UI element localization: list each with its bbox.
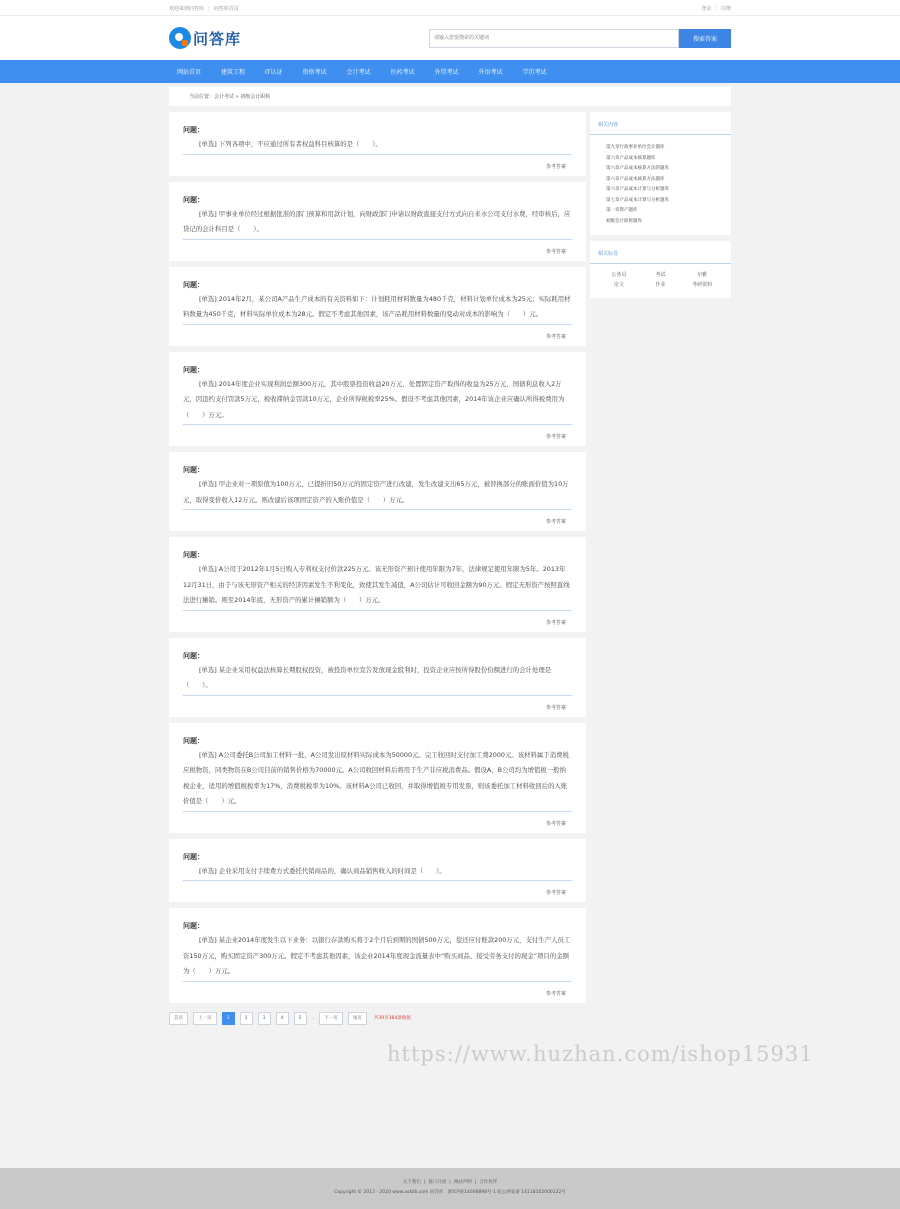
pager-page-2[interactable]: 2 [240,1012,253,1025]
related-item[interactable]: 第六章产品成本计算与分析题库 [606,185,723,196]
question-label: 问题： [183,280,204,289]
question-card [169,638,586,717]
question-label: 问题： [183,852,204,861]
question-text[interactable]: [单选] 企业采用支付手续费方式委托代销商品的，确认商品销售收入的时间是（ ）。 [183,864,572,882]
question-text[interactable]: [单选] 甲企业对一项原值为100万元、已提折旧50万元的固定资产进行改建，发生改建支出65万元，被替换部分的账面价值为10万元，取得变价收入12万元。则改建后该项固定资产的入账价值是（ ）万元。 [183,477,572,510]
related-content-title: 相关内容 [590,112,731,135]
search-input[interactable] [429,29,679,48]
tag-link[interactable]: 作业 [655,282,666,288]
nav-item-medical[interactable]: 医药考试 [390,69,415,76]
footer-copyright: Copyright © 2013 - 2020 www.asklib.com 问答库 浙ICP备14008898号-1 皖公网安备 14118102000122号 [334,1190,566,1195]
pager-prev[interactable]: 上一页 [193,1012,217,1025]
main-nav [0,60,900,83]
question-text[interactable]: [单选] A公司委托B公司加工材料一批，A公司发出原材料实际成本为50000元。完工收回时支付加工费2000元。该材料属于消费税应税物资，同类物资在B公司目前的销售价格为70000元。A公司收回材料后将用于生产非应税消费品。假设A、B公司均为增值税一般纳税企业，适用的增值税税率为17%，消费税税率为10%。该材料A公司已收回，并取得增值税专用发票，则该委托加工材料收回后的入账价值是（ ）元。 [183,748,572,812]
nav-item-accounting[interactable]: 会计考试 [346,69,371,76]
reference-answer-link[interactable]: 参考答案 [545,990,566,997]
pager-total: 共39页384条数据 [373,1016,411,1021]
nav-item-home[interactable]: 网站首页 [177,69,202,76]
related-item[interactable]: 第六章产品成本核算题库 [606,154,723,165]
pager-page-3[interactable]: 3 [258,1012,271,1025]
related-item[interactable]: 第六章产品成本核算方法的题库 [606,164,723,175]
related-tags-box [590,241,731,298]
question-card [169,723,586,833]
related-content-box [590,112,731,235]
footer-link-api[interactable]: 接口开放 [428,1180,447,1185]
nav-item-qualification[interactable]: 资格考试 [302,69,327,76]
footer-link-about[interactable]: 关于我们 [402,1180,421,1185]
pagination [169,1012,586,1025]
search-bar [429,29,731,48]
question-label: 问题： [183,195,204,204]
pager-page-5[interactable]: 5 [294,1012,307,1025]
question-card [169,839,586,903]
tag-link[interactable]: 考试 [655,272,666,278]
register-link[interactable]: 注册 [720,5,731,12]
pager-last[interactable]: 尾页 [348,1012,367,1025]
nav-item-language[interactable]: 外语考试 [478,69,503,76]
related-item[interactable]: 第一章资产题库 [606,206,723,217]
reference-answer-link[interactable]: 参考答案 [545,619,566,626]
sidebar [590,112,731,1025]
main-content [169,112,731,1025]
header [0,16,900,60]
question-label: 问题： [183,736,204,745]
tag-link[interactable]: 尔雅 [697,272,708,278]
pager-next[interactable]: 下一页 [319,1012,343,1025]
tag-link[interactable]: 公务员 [611,272,627,278]
question-card [169,537,586,632]
question-text[interactable]: [单选] 下列各项中，不应通过所有者权益科目核算的是（ ）。 [183,137,572,155]
watermark-text: https://www.huzhan.com/ishop15931 [387,1042,814,1066]
top-bar-right: 登录 | 注册 [701,5,731,12]
related-tags-title: 相关标签 [590,241,731,264]
nav-item-trade[interactable]: 外贸考试 [434,69,459,76]
question-card [169,908,586,1003]
login-link[interactable]: 登录 [701,5,712,12]
question-card [169,267,586,346]
reference-answer-link[interactable]: 参考答案 [545,820,566,827]
question-text[interactable]: [单选] 2014年2月，某公司A产品生产成本的有关资料如下：计划耗用材料数量为480千克，材料计划单位成本为25元；实际耗用材料数量为450千克，材料实际单位成本为28元。假定不考虑其他因素，该产品耗用材料数量的变动对成本的影响为（ ）元。 [183,292,572,325]
pager-page-4[interactable]: 4 [276,1012,289,1025]
question-list [169,112,586,1025]
footer-link-statement[interactable]: 网站声明 [453,1180,472,1185]
tag-link[interactable]: 考研资料 [692,282,713,288]
reference-answer-link[interactable]: 参考答案 [545,333,566,340]
reference-answer-link[interactable]: 参考答案 [545,890,566,896]
reference-answer-link[interactable]: 参考答案 [545,519,566,525]
question-card [169,112,586,176]
question-card [169,352,586,447]
question-label: 问题： [183,466,204,474]
nav-item-construction[interactable]: 建筑工程 [221,69,246,76]
question-card [169,182,586,261]
related-item[interactable]: 第七章产品成本计算与分析题库 [606,196,723,207]
question-label: 问题： [183,922,204,930]
site-logo[interactable] [169,27,241,49]
question-label: 问题： [183,551,204,559]
related-item[interactable]: 初级会计职称题库 [606,217,723,228]
reference-answer-link[interactable]: 参考答案 [545,248,566,255]
logo-q-icon [169,27,191,49]
logo-text: 问答库 [193,29,242,48]
pager-page-1[interactable]: 1 [222,1012,235,1025]
question-text[interactable]: [单选] 某企业采用权益法核算长期股权投资，被投资单位宣告发放现金股利时，投资企业应按所得股份份额进行的会计处理是（ ）。 [183,663,572,696]
related-item[interactable]: 第九章行政事业单位会计题库 [606,143,723,154]
top-bar-left: 欢迎来到问答库 | 问答库首页 [169,5,239,12]
question-label: 问题： [183,365,204,374]
reference-answer-link[interactable]: 参考答案 [545,434,566,440]
nav-item-it[interactable]: IT认证 [265,69,283,76]
pager-first[interactable]: 首页 [169,1012,188,1025]
reference-answer-link[interactable]: 参考答案 [545,163,566,170]
nav-item-degree[interactable]: 学历考试 [522,69,547,76]
home-link[interactable]: 问答库首页 [213,5,239,12]
pager-dots: .. [311,1015,315,1021]
top-bar [0,0,900,16]
breadcrumb: 当前位置：会计考试 » 初级会计职称 [169,87,731,106]
footer-links: 关于我们 | 接口开放 | 网站声明 | 合作伙伴 [402,1180,498,1185]
question-text[interactable]: [单选] 2014年度企业实现利润总额300万元，其中股票投资收益20万元，处置固定资产取得的收益为25万元，国债利息收入2万元，因违约支付罚款5万元，税收滞纳金罚款10万元，企业所得税税率25%。假设不考虑其他因素，2014年该企业应确认所得税费用为（ ）万元。 [183,377,572,426]
question-text[interactable]: [单选] 甲事业单位经过根据批准的部门预算和用款计划，向财政部门申请以财政直接支付方式向自来水公司支付水费，经审核后，应贷记的会计科目是（ ）。 [183,207,572,240]
reference-answer-link[interactable]: 参考答案 [545,704,566,711]
welcome-link[interactable]: 欢迎来到问答库 [169,5,205,12]
footer-link-partners[interactable]: 合作伙伴 [479,1180,498,1185]
footer [0,1168,900,1209]
search-button[interactable]: 搜索答案 [679,29,731,48]
question-text[interactable]: [单选] 某企业2014年度发生以下业务：以银行存款购买将于2个月后到期的国债500万元，偿还应付账款200万元，支付生产人员工资150万元，购买固定资产300万元。假定不考虑其他因素，该企业2014年度现金流量表中“购买商品、接受劳务支付的现金”项目的金额为（ ）万元。 [183,933,572,982]
related-item[interactable]: 第六章产品成本核算方法题库 [606,175,723,186]
question-label: 问题： [183,126,204,134]
question-card [169,452,586,531]
tag-link[interactable]: 论文 [613,282,624,288]
question-label: 问题： [183,651,204,660]
question-text[interactable]: [单选] A公司于2012年1月5日购入专利权支付价款225万元。该无形资产预计使用年限为7年，法律规定使用年限为5年。2013年12月31日，由于与该无形资产相关的经济因素发生不利变化，致使其发生减值，A公司估计可收回金额为90万元。假定无形资产按照直线法进行摊销。则至2014年底，无形资产的累计摊销额为（ ）万元。 [183,562,572,611]
